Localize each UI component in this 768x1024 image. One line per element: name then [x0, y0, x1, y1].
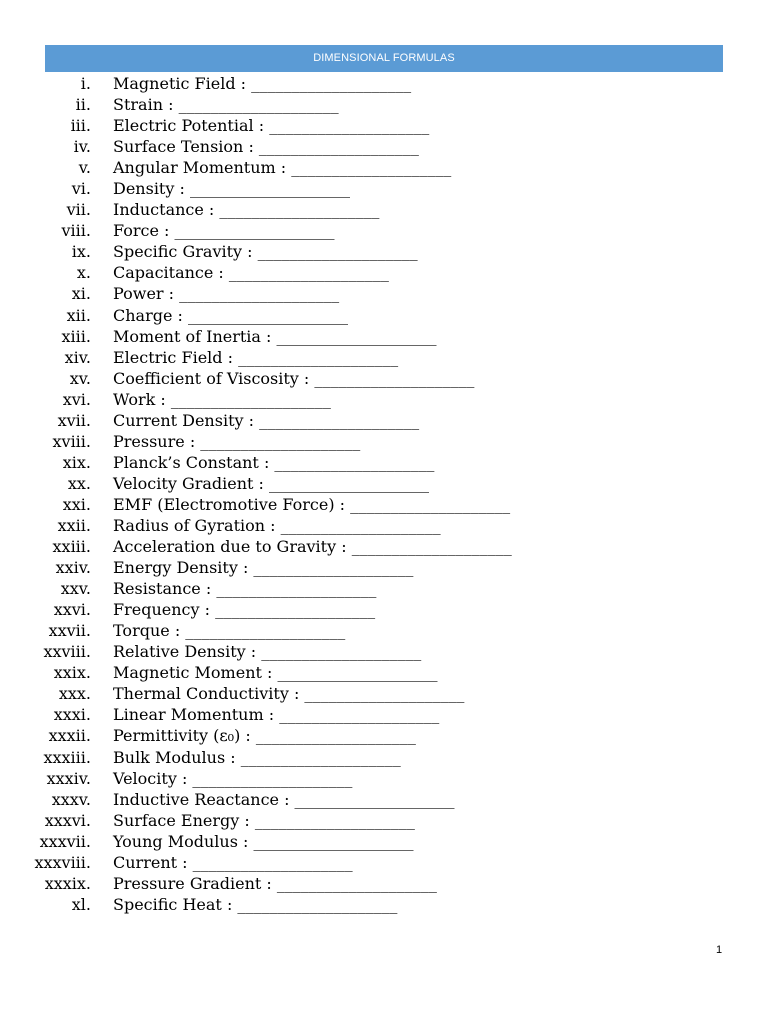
item-text: Angular Momentum : ____________________	[113, 158, 452, 178]
item-text: Permittivity (ε₀) : ____________________	[113, 726, 416, 746]
item-text: Inductance : ____________________	[113, 200, 380, 220]
item-text: Magnetic Field : ____________________	[113, 74, 412, 93]
item-text: Acceleration due to Gravity : ____________________	[113, 537, 512, 557]
page-number: 1	[716, 944, 723, 956]
item-text: Capacitance : ____________________	[113, 263, 389, 283]
item-text: Velocity Gradient : ____________________	[113, 473, 430, 493]
item-number: xiii.	[61, 326, 91, 346]
item-number: xxv.	[60, 579, 91, 599]
item-number: iv.	[73, 137, 91, 157]
item-text: Surface Energy : ____________________	[113, 810, 415, 830]
item-text: Coefficient of Viscosity : ____________________	[113, 368, 475, 388]
item-number: xxviii.	[43, 642, 91, 662]
item-number: xxvii.	[48, 621, 91, 641]
item-number: xix.	[62, 452, 91, 472]
item-number: xv.	[69, 368, 91, 388]
page-header-bar: DIMENSIONAL FORMULAS	[45, 45, 723, 72]
item-number: xviii.	[52, 431, 91, 451]
item-text: Surface Tension : ____________________	[113, 137, 419, 157]
item-number: i.	[80, 74, 91, 93]
item-text: Bulk Modulus : ____________________	[113, 747, 401, 767]
item-text: Specific Gravity : ____________________	[113, 242, 418, 262]
item-number: viii.	[61, 221, 91, 241]
item-number: xvi.	[62, 389, 91, 409]
item-number: vi.	[71, 179, 91, 199]
item-number: xii.	[66, 305, 91, 325]
item-number: xxiv.	[55, 558, 91, 578]
item-text: Density : ____________________	[113, 179, 350, 199]
item-number: iii.	[70, 116, 91, 136]
item-text: Charge : ____________________	[113, 305, 349, 325]
item-text: EMF (Electromotive Force) : ____________________	[113, 494, 511, 514]
item-text: Current Density : ____________________	[113, 410, 420, 430]
item-text: Frequency : ____________________	[113, 600, 376, 620]
item-text: Planck’s Constant : ____________________	[113, 452, 435, 472]
item-text: Strain : ____________________	[113, 95, 339, 115]
item-number: xxxix.	[44, 873, 91, 893]
item-number: x.	[76, 263, 91, 283]
item-number: xxxvii.	[39, 831, 91, 851]
item-number: xxx.	[58, 684, 91, 704]
item-text: Energy Density : ____________________	[113, 558, 414, 578]
item-text: Power : ____________________	[113, 284, 340, 304]
item-number: ii.	[75, 95, 91, 115]
item-number: xxix.	[53, 663, 91, 683]
item-number: xxxviii.	[34, 852, 91, 872]
item-number: xi.	[71, 284, 91, 304]
item-number: xxxiv.	[46, 768, 91, 788]
item-number: xxxi.	[53, 705, 91, 725]
item-number: xx.	[67, 473, 91, 493]
item-text: Inductive Reactance : ____________________	[113, 789, 455, 809]
item-number: xxxii.	[48, 726, 91, 746]
item-number: xvii.	[57, 410, 91, 430]
item-text: Force : ____________________	[113, 221, 335, 241]
item-number: xxxiii.	[43, 747, 91, 767]
item-text: Work : ____________________	[113, 389, 331, 409]
item-text: Relative Density : ____________________	[113, 642, 422, 662]
item-text: Linear Momentum : ____________________	[113, 705, 440, 725]
item-number: xxii.	[57, 515, 91, 535]
item-number: v.	[78, 158, 91, 178]
item-number: vii.	[66, 200, 91, 220]
item-text: Current : ____________________	[113, 852, 353, 872]
item-number: ix.	[71, 242, 91, 262]
item-text: Torque : ____________________	[113, 621, 346, 641]
item-number: xiv.	[64, 347, 91, 367]
item-text: Electric Field : ____________________	[113, 347, 399, 367]
item-text: Moment of Inertia : ____________________	[113, 326, 437, 346]
item-text: Thermal Conductivity : ____________________	[113, 684, 465, 704]
item-text: Radius of Gyration : ____________________	[113, 515, 441, 535]
item-text: Resistance : ____________________	[113, 579, 377, 599]
item-number: xxiii.	[52, 537, 91, 557]
item-text: Pressure : ____________________	[113, 431, 361, 451]
item-number: xl.	[71, 894, 91, 914]
item-number: xxxv.	[51, 789, 91, 809]
item-text: Magnetic Moment : ____________________	[113, 663, 438, 683]
item-number: xxvi.	[53, 600, 91, 620]
item-text: Velocity : ____________________	[113, 768, 353, 788]
item-text: Pressure Gradient : ____________________	[113, 873, 437, 893]
item-text: Electric Potential : ____________________	[113, 116, 430, 136]
item-number: xxi.	[62, 494, 91, 514]
item-text: Specific Heat : ____________________	[113, 894, 398, 914]
item-text: Young Modulus : ____________________	[113, 831, 414, 851]
item-number: xxxvi.	[44, 810, 91, 830]
